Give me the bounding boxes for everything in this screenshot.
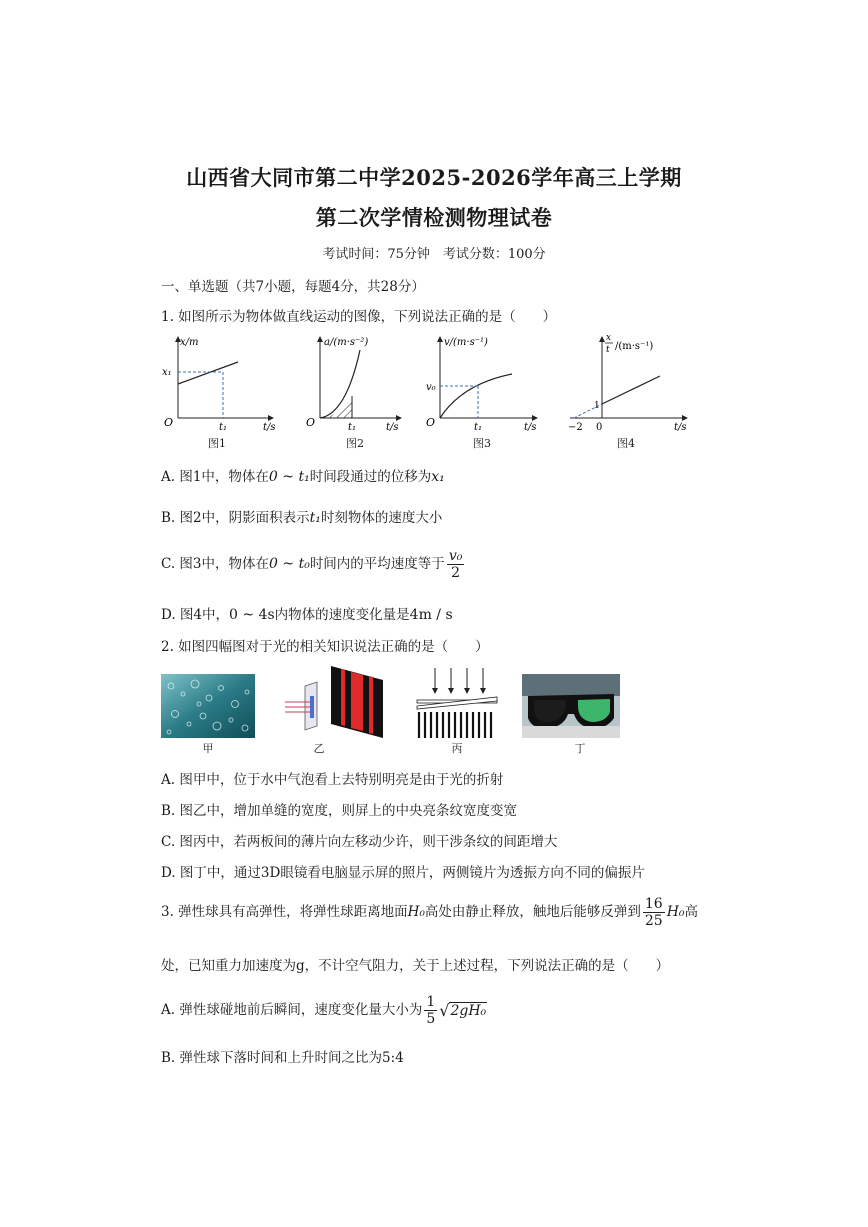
q1-option-a-math: 0 ~ t₁: [268, 469, 310, 485]
q2-option-d: D. 图丁中，通过3D眼镜看电脑显示屏的照片，两侧镜片为透振方向不同的偏振片: [161, 865, 645, 881]
fig1-caption: 图1: [208, 437, 226, 450]
fig1-origin: O: [164, 416, 174, 429]
q3-stem-num: 16: [644, 896, 663, 912]
q1-option-c-num: v₀: [448, 548, 463, 564]
q3-stem-pre: 3. 弹性球具有高弹性，将弹性球距离地面: [161, 904, 408, 920]
q1-stem: 1. 如图所示为物体做直线运动的图像，下列说法正确的是（ ）: [161, 309, 557, 325]
q1-option-b-pre: B. 图2中，阴影面积表示: [161, 510, 310, 526]
q3-option-a-num: 1: [426, 994, 436, 1010]
q2-figure-bing-wedge: [413, 664, 499, 740]
fig2-xtick: t₁: [348, 422, 357, 433]
q3-option-b: B. 弹性球下落时间和上升时间之比为5:4: [161, 1050, 404, 1066]
section-heading: 一、单选题（共7小题，每题4分，共28分）: [161, 279, 425, 295]
q2-caption-ding: 丁: [574, 742, 586, 755]
fig3-ylabel: v/(m·s⁻¹): [444, 337, 488, 348]
fig4-caption: 图4: [617, 437, 635, 450]
q2-figure-yi-single-slit: [283, 664, 387, 740]
q3-stem-h0b: H₀: [666, 904, 685, 920]
title-line-1: 山西省大同市第二中学2025-2026学年高三上学期: [186, 165, 682, 190]
q1-option-c-post: 时间内的平均速度等于: [309, 556, 445, 572]
q3-option-a-fraction: [424, 994, 437, 1027]
q3-stem-line-2: 处，已知重力加速度为g，不计空气阻力，关于上述过程，下列说法正确的是（ ）: [161, 958, 670, 974]
fig3-xlabel: t/s: [524, 422, 537, 433]
q1-figure-1: [160, 334, 280, 434]
q3-option-a: [161, 994, 487, 1027]
q3-option-a-radicand: 2gH₀: [450, 1002, 487, 1019]
q1-option-a-post: 时间段通过的位移为: [309, 469, 432, 485]
q3-stem-den: 25: [644, 913, 663, 929]
q2-caption-jia: 甲: [202, 742, 214, 755]
q2-figure-jia-bubbles: [161, 674, 255, 738]
fig1-xlabel: t/s: [263, 422, 276, 433]
q3-stem-line-1: [161, 896, 698, 929]
q2-caption-yi: 乙: [313, 742, 325, 755]
q1-figure-3: [422, 330, 547, 434]
q2-caption-bing: 丙: [451, 742, 463, 755]
fig4-xlabel: t/s: [674, 422, 687, 433]
fig3-origin: O: [426, 416, 436, 429]
q1-option-d-post: 内物体的速度变化量是: [274, 607, 410, 623]
q3-option-a-pre: A. 弹性球碰地前后瞬间，速度变化量大小为: [161, 1002, 423, 1018]
q3-sqrt-icon: √: [439, 1001, 450, 1020]
q2-option-c: C. 图丙中，若两板间的薄片向左移动少许，则干涉条纹的间距增大: [161, 834, 558, 850]
q1-option-a-end: x₁: [431, 469, 445, 485]
q2-stem: 2. 如图四幅图对于光的相关知识说法正确的是（ ）: [161, 639, 489, 655]
q3-stem-h0: H₀: [407, 904, 425, 920]
fig2-caption: 图2: [346, 437, 364, 450]
fig1-ylabel: x/m: [180, 337, 199, 348]
q1-option-c-den: 2: [451, 565, 461, 581]
q1-option-b-post: 时刻物体的速度大小: [320, 510, 443, 526]
fig4-ytick: 1: [594, 401, 600, 411]
q1-option-d-math: 0 ~ 4s: [229, 607, 275, 623]
q3-stem-mid: 高处由静止释放，触地后能够反弹到: [424, 904, 641, 920]
fig1-ytick: x₁: [162, 367, 172, 378]
q3-stem-post: 高: [684, 904, 699, 920]
q2-option-b: B. 图乙中，增加单缝的宽度，则屏上的中央亮条纹宽度变宽: [161, 803, 518, 819]
fig4-ylabel-num: x: [606, 333, 612, 343]
fig4-ylabel-den: t: [606, 345, 610, 355]
fig4-ylabel-unit: /(m·s⁻¹): [615, 341, 654, 352]
fig4-xtick-zero: 0: [596, 422, 603, 433]
fig1-xtick: t₁: [219, 422, 228, 433]
q1-option-d-end: 4m / s: [409, 607, 453, 623]
q1-option-d-pre: D. 图4中，: [161, 607, 230, 623]
fig3-ytick: v₀: [426, 382, 436, 393]
q1-option-a-pre: A. 图1中，物体在: [161, 469, 269, 485]
title-line-2: 第二次学情检测物理试卷: [315, 205, 553, 230]
q1-option-c: [161, 548, 466, 581]
fig2-xlabel: t/s: [386, 422, 399, 433]
q2-figure-ding-3d-glasses: [522, 674, 620, 738]
q1-figure-4: [566, 330, 696, 434]
fig2-origin: O: [306, 416, 316, 429]
fig2-ylabel: a/(m·s⁻²): [324, 337, 369, 348]
fig4-xtick-neg: −2: [568, 422, 583, 433]
fig3-xtick: t₁: [474, 422, 483, 433]
q1-option-c-fraction: [447, 548, 465, 581]
q1-option-c-pre: C. 图3中，物体在: [161, 556, 270, 572]
q1-option-b-math: t₁: [309, 510, 321, 526]
exam-info: 考试时间：75分钟 考试分数：100分: [322, 247, 546, 262]
fig3-caption: 图3: [473, 437, 491, 450]
q2-option-a: A. 图甲中，位于水中气泡看上去特别明亮是由于光的折射: [161, 772, 504, 788]
q1-figure-2: [304, 330, 414, 434]
q1-option-b: [161, 506, 442, 526]
q3-option-a-den: 5: [426, 1011, 436, 1027]
q1-option-d: [161, 603, 453, 623]
q3-stem-fraction: [643, 896, 665, 929]
q1-option-a: [161, 465, 445, 485]
q1-option-c-math: 0 ~ t₀: [269, 556, 310, 572]
